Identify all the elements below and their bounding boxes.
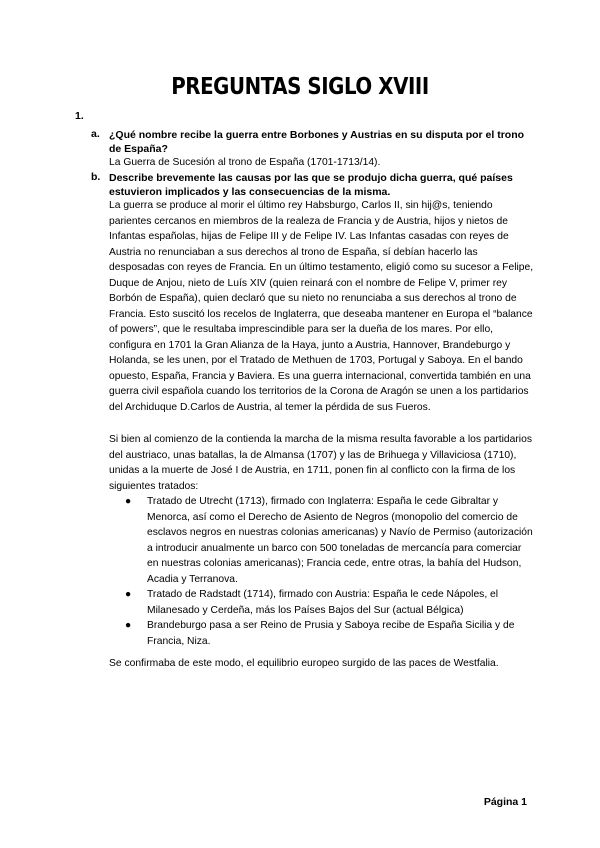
treaty-list bbox=[109, 494, 534, 649]
answer-b-paragraph-1: La guerra se produce al morir el último rey Habsburgo, Carlos II, sin hij@s, teniendo parientes cercanos en miembros de la realeza de Francia y de Austria, hijos y nietos de Infantas españolas, hijas de Felipe III y de Felipe IV. Las Infantas casadas con reyes de Austria no renunciaban a sus derechos al trono de España, sí debían hacerlo las desposadas con reyes de Francia. En un último testamento, eligió como su sucesor a Felipe, Duque de Anjou, nieto de Luís XIV (quien reinará con el nombre de Felipe V, primer rey Borbón de España), quien declaró que su nieto no renunciaba a sus derechos al trono de Francia. Esto suscitó los recelos de Inglaterra, que deseaba mantener en Europa el “balance of powers”, que le resultaba imprescindible para ser la dueña de los mares. Por ello, configura en 1701 la Gran Alianza de la Haya, junto a Austria, Hannover, Brandeburgo y Holanda, se les unen, por el Tratado de Methuen de 1703, Portugal y Saboya. En el bando opuesto, España, Francia y Baviera. Es una guerra internacional, convertida también en una guerra civil española cuando los territorios de la Corona de Aragón se unen a los partidarios del Archiduque D.Carlos de Austria, al temer la pérdida de sus Fueros. bbox=[109, 200, 534, 413]
question-b-text: Describe brevemente las causas por las que se produjo dicha guerra, qué países estuvieron implicados y las consecuencias de la misma. bbox=[109, 172, 513, 199]
question-a-text: ¿Qué nombre recibe la guerra entre Borbones y Austrias en su disputa por el trono de España? bbox=[109, 129, 525, 156]
list-item-text: Tratado de Utrecht (1713), firmado con Inglaterra: España le cede Gibraltar y Menorca, así como el Derecho de Asiento de Negros (monopolio del comercio de esclavos negros en nuestras colonias americanas) y Navío de Permiso (autorización a introducir anualmente un barco con 500 toneladas de mercancía para comerciar en nuestras colonias americanas); Francia cede, entre otras, la bahía del Hudson, Acadia y Terranova. bbox=[147, 496, 533, 585]
page-number: Página 1 bbox=[483, 796, 527, 808]
bullet-icon: ● bbox=[125, 496, 132, 507]
page-title: PREGUNTAS SIGLO XVIII bbox=[171, 74, 429, 100]
answer-b-paragraph-2: Si bien al comienzo de la contienda la marcha de la misma resulta favorable a los partidarios del austriaco, unas batallas, la de Almansa (1707) y las de Brihuega y Villaviciosa (1710), unidas a la muerte de José I de Austria, en 1711, ponen fin al conflicto con la firma de los siguientes tratados: bbox=[109, 434, 532, 492]
question-a-label: a. bbox=[91, 128, 100, 140]
list-item bbox=[109, 494, 534, 587]
list-item-text: Brandeburgo pasa a ser Reino de Prusia y Saboya recibe de España Sicilia y de Francia, Niza. bbox=[147, 620, 515, 647]
list-item bbox=[109, 587, 534, 618]
answer-a-text: La Guerra de Sucesión al trono de España (1701-1713/14). bbox=[109, 157, 381, 168]
question-b-label: b. bbox=[91, 171, 101, 183]
answer-b-closing: Se confirmaba de este modo, el equilibrio europeo surgido de las paces de Westfalia. bbox=[109, 658, 499, 669]
bullet-icon: ● bbox=[125, 589, 132, 600]
bullet-icon: ● bbox=[125, 620, 132, 631]
list-item bbox=[109, 618, 534, 649]
list-item-text: Tratado de Radstadt (1714), firmado con Austria: España le cede Nápoles, el Milanesado y Cerdeña, más los Países Bajos del Sur (actual Bélgica) bbox=[147, 589, 499, 616]
question-number: 1. bbox=[75, 110, 84, 122]
